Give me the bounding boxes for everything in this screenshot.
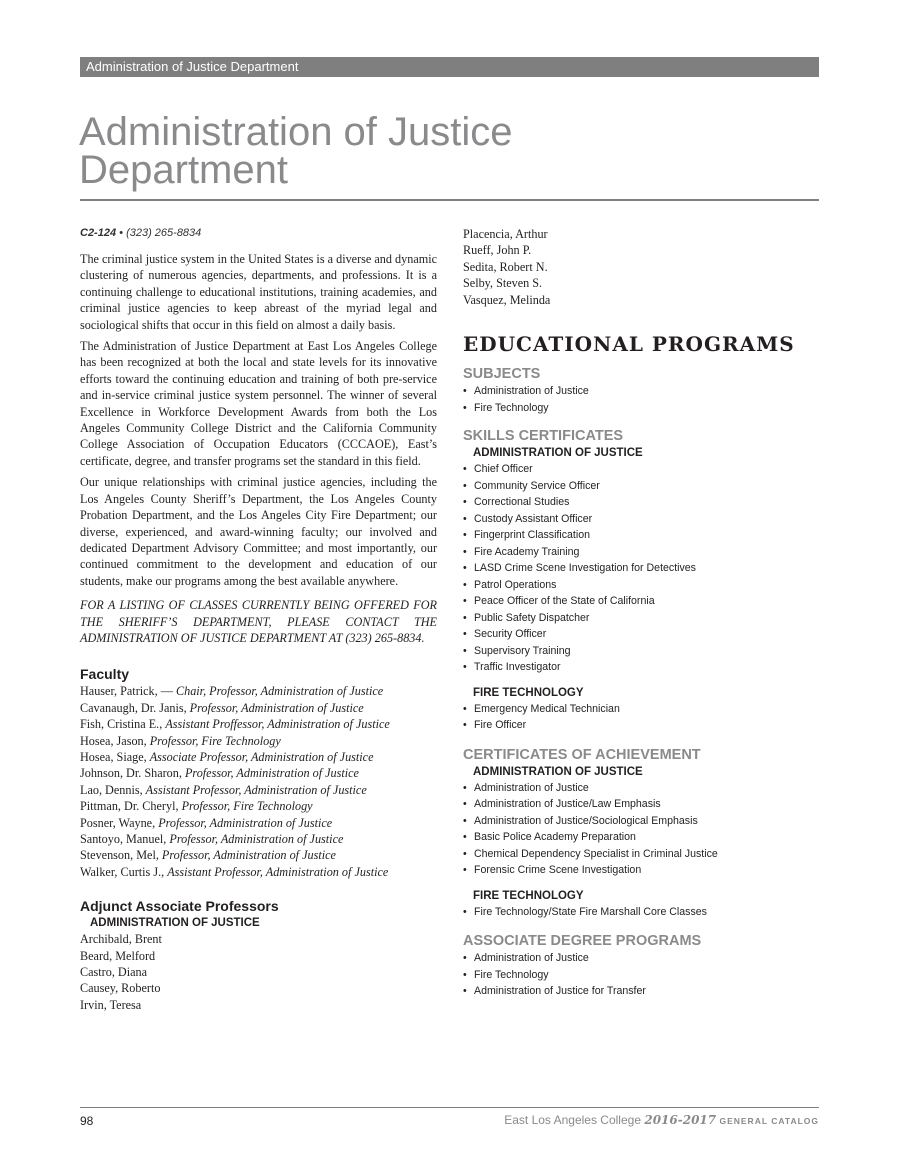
- list-item: • Administration of Justice/Law Emphasis: [463, 796, 819, 813]
- faculty-name: Lao, Dennis,: [80, 782, 146, 797]
- faculty-title: Professor, Administration of Justice: [161, 848, 336, 863]
- list-item: • Administration of Justice: [463, 950, 819, 967]
- footer-college: East Los Angeles College: [504, 1113, 641, 1127]
- faculty-name: Pittman, Dr. Cheryl,: [80, 799, 182, 814]
- page-title-line-1: Administration of Justice: [79, 110, 513, 154]
- list-item: • Public Safety Dispatcher: [463, 610, 819, 627]
- faculty-title: Professor, Administration of Justice: [189, 700, 364, 715]
- faculty-title: Professor, Administration of Justice: [158, 815, 333, 830]
- faculty-member: [80, 749, 437, 765]
- faculty-title: Professor, Administration of Justice: [169, 832, 344, 846]
- list-item: • Fire Officer: [463, 717, 819, 734]
- faculty-heading: Faculty: [80, 666, 130, 683]
- page-title-line-2: Department: [79, 148, 288, 192]
- faculty-title: Assistant Professor, Administration of Justice: [145, 782, 367, 797]
- adjunct-name: Irvin, Teresa: [80, 997, 142, 1012]
- adjunct-name: Placencia, Arthur: [463, 227, 548, 241]
- contact-line: [80, 226, 437, 240]
- subjects-list: [463, 383, 819, 416]
- list-item: • Supervisory Training: [463, 643, 819, 660]
- list-item: • Chemical Dependency Specialist in Criminal Justice: [463, 846, 819, 863]
- adjunct-list-left: [80, 931, 437, 1013]
- list-item: • Custody Assistant Officer: [463, 511, 819, 528]
- list-item: • Forensic Crime Scene Investigation: [463, 862, 819, 879]
- skills-certificates-heading: SKILLS CERTIFICATES: [463, 428, 624, 445]
- faculty-name: Johnson, Dr. Sharon,: [80, 766, 185, 781]
- achievement-fire-heading: FIRE TECHNOLOGY: [473, 889, 584, 902]
- sheriff-classes-notice: FOR A LISTING OF CLASSES CURRENTLY BEING OFFERED FOR THE SHERIFF’S DEPARTMENT, PLEASE CONTACT THE ADMINISTRATION OF JUSTICE DEPARTMENT AT (323) 265-8834.: [80, 598, 437, 645]
- list-item: • Chief Officer: [463, 461, 819, 478]
- faculty-name: Santoyo, Manuel,: [80, 832, 170, 846]
- adjunct-subheading: ADMINISTRATION OF JUSTICE: [90, 917, 260, 930]
- faculty-member: [80, 864, 437, 880]
- phone-number: (323) 265-8834: [126, 227, 202, 239]
- faculty-name: Stevenson, Mel,: [80, 848, 162, 863]
- left-column: [80, 226, 437, 1013]
- footer-catalog: GENERAL CATALOG: [719, 1116, 819, 1126]
- faculty-title: Assistant Proffessor, Administration of Justice: [165, 717, 390, 732]
- list-item: • Fire Technology/State Fire Marshall Core Classes: [463, 904, 819, 921]
- skills-fire-heading: FIRE TECHNOLOGY: [473, 686, 584, 699]
- title-divider: [80, 199, 819, 201]
- list-item: • Fire Academy Training: [463, 544, 819, 561]
- achievement-aoj-list: [463, 780, 819, 879]
- intro-paragraph-1: The criminal justice system in the United States is a diverse and dynamic clustering of numerous agencies, departments, and professions. It is a continuing challenge to educational institutions, training academies, and criminal justice agencies to keep abreast of the myriad legal and sociological shifts that occur in this field on almost a daily basis.: [80, 252, 437, 332]
- faculty-name: Posner, Wayne,: [80, 815, 159, 830]
- list-item: • Administration of Justice for Transfer: [463, 983, 819, 1000]
- skills-aoj-heading: ADMINISTRATION OF JUSTICE: [473, 447, 643, 460]
- faculty-member: [80, 782, 437, 798]
- faculty-member: [80, 765, 437, 781]
- faculty-member: [80, 798, 437, 814]
- list-item: • Fingerprint Classification: [463, 527, 819, 544]
- skills-fire-list: [463, 701, 819, 734]
- faculty-title: Professor, Fire Technology: [181, 799, 313, 814]
- adjunct-name: Castro, Diana: [80, 965, 148, 980]
- faculty-name: Walker, Curtis J.,: [80, 864, 168, 879]
- faculty-member: [80, 733, 437, 749]
- footer-catalog-title: [504, 1113, 819, 1127]
- intro-paragraph-3: Our unique relationships with criminal justice agencies, including the Los Angeles County Sheriff’s Department, the Los Angeles County Probation Department, and the Los Angeles City Fire Department; our diverse, experienced, and award-winning faculty; our involved and dedicated Department Advisory Committee; and most importantly, our continued commitment to the development and education of our students, make our programs among the best available anywhere.: [80, 475, 437, 588]
- faculty-member: [80, 815, 437, 831]
- subjects-heading: SUBJECTS: [463, 366, 541, 383]
- footer-years: 2016-2017: [644, 1113, 717, 1127]
- educational-programs-heading: EDUCATIONAL PROGRAMS: [463, 332, 795, 357]
- adjunct-heading: Adjunct Associate Professors: [80, 898, 279, 915]
- adjunct-name: Sedita, Robert N.: [463, 259, 548, 274]
- faculty-title: Associate Professor, Administration of Justice: [149, 749, 374, 764]
- adjunct-name: Causey, Roberto: [80, 981, 161, 996]
- footer-divider: [80, 1107, 819, 1108]
- faculty-title: Assistant Professor, Administration of Justice: [167, 864, 389, 879]
- adjunct-name: Rueff, John P.: [463, 243, 532, 258]
- room-number: C2-124: [80, 227, 117, 239]
- faculty-title: Professor, Administration of Justice: [184, 766, 359, 781]
- list-item: • Administration of Justice: [463, 383, 819, 400]
- faculty-member: [80, 831, 437, 847]
- faculty-name: Cavanaugh, Dr. Janis,: [80, 700, 190, 715]
- achievement-aoj-heading: ADMINISTRATION OF JUSTICE: [473, 765, 643, 778]
- faculty-title: Chair, Professor, Administration of Justice: [175, 684, 384, 699]
- adjunct-list-right: [463, 226, 819, 308]
- list-item: • Fire Technology: [463, 400, 819, 417]
- faculty-member: [80, 847, 437, 863]
- faculty-member: [80, 683, 437, 699]
- adjunct-name: Archibald, Brent: [80, 932, 162, 947]
- faculty-title: Professor, Fire Technology: [149, 733, 281, 748]
- degrees-list: [463, 950, 819, 1000]
- list-item: • Administration of Justice/Sociological Emphasis: [463, 813, 819, 830]
- faculty-list: [80, 683, 437, 880]
- faculty-name: Hosea, Siage,: [80, 749, 150, 764]
- list-item: • Basic Police Academy Preparation: [463, 829, 819, 846]
- list-item: • Emergency Medical Technician: [463, 701, 819, 718]
- faculty-member: [80, 716, 437, 732]
- adjunct-name: Vasquez, Melinda: [463, 292, 551, 307]
- adjunct-name: Selby, Steven S.: [463, 276, 543, 291]
- intro-paragraph-2: The Administration of Justice Department at East Los Angeles College has been recognized at both the local and state levels for its innovative efforts toward the continuing education and training of both pre-service and in-service criminal justice system personnel. The winner of several Excellence in Workforce Development Awards from both the Los Angeles Community College District and the California Community College Association of Occupation Educators (CCCAOE), East’s certificate, degree, and transfer programs set the standard in this field.: [80, 339, 437, 468]
- list-item: • Community Service Officer: [463, 478, 819, 495]
- skills-aoj-list: [463, 461, 819, 676]
- faculty-name: Hosea, Jason,: [80, 733, 150, 748]
- running-header: Administration of Justice Department: [80, 57, 819, 77]
- right-column: [463, 226, 819, 1000]
- adjunct-name: Beard, Melford: [80, 948, 156, 963]
- faculty-name: Hauser, Patrick, —: [80, 684, 176, 699]
- achievement-fire-list: [463, 904, 819, 921]
- list-item: • Patrol Operations: [463, 577, 819, 594]
- faculty-name: Fish, Cristina E.,: [80, 717, 166, 732]
- list-item: • Fire Technology: [463, 967, 819, 984]
- list-item: • Peace Officer of the State of California: [463, 593, 819, 610]
- page-title: [79, 110, 819, 192]
- associate-degree-programs-heading: ASSOCIATE DEGREE PROGRAMS: [463, 933, 702, 950]
- list-item: • Security Officer: [463, 626, 819, 643]
- list-item: • Traffic Investigator: [463, 659, 819, 676]
- page-number: 98: [80, 1114, 94, 1128]
- contact-separator: •: [119, 227, 123, 239]
- certificates-of-achievement-heading: CERTIFICATES OF ACHIEVEMENT: [463, 746, 701, 763]
- list-item: • Correctional Studies: [463, 494, 819, 511]
- list-item: • Administration of Justice: [463, 780, 819, 797]
- list-item: • LASD Crime Scene Investigation for Detectives: [463, 560, 819, 577]
- faculty-member: [80, 700, 437, 716]
